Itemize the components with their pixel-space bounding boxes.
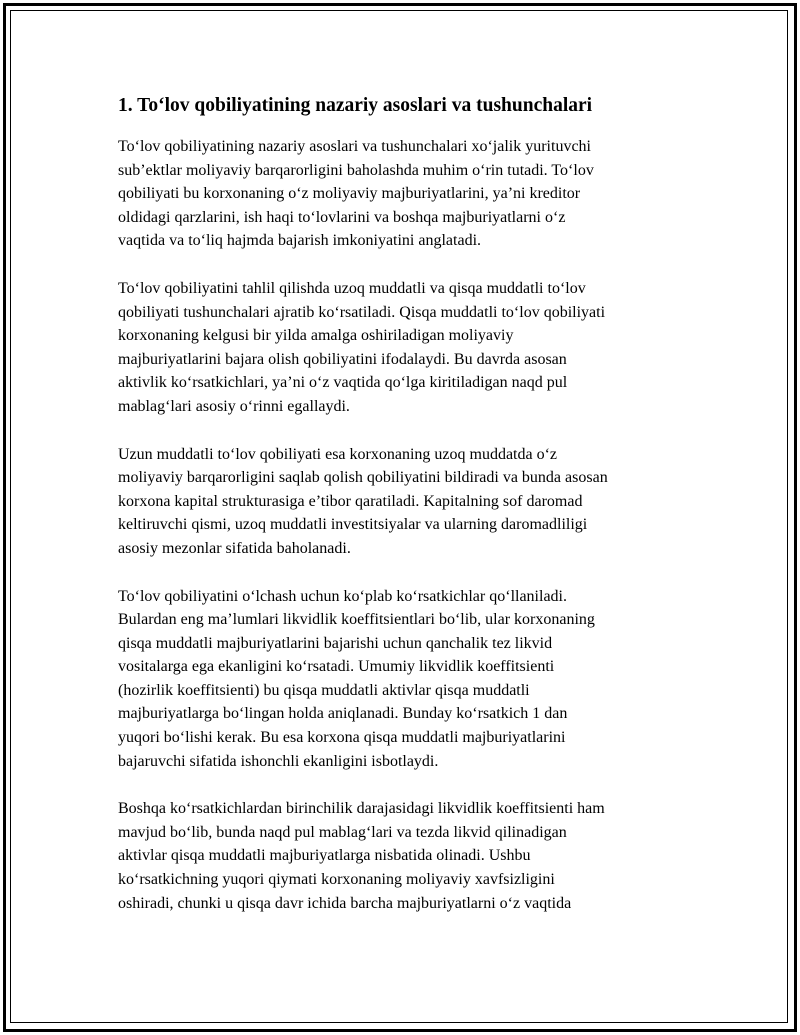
paragraph-4: To‘lov qobiliyatini o‘lchash uchun ko‘plab ko‘rsatkichlar qo‘llaniladi. Bulardan eng ma’lumlari likvidlik koeffitsientlari bo‘lib, ular korxonaning qisqa muddatli majburiyatlarini bajarishi uchun qanchalik tez likvid vositalarga ega ekanligini ko‘rsatadi. Umumiy likvidlik koeffitsienti (hozirlik koeffitsienti) bu qisqa muddatli aktivlar qisqa muddatli majburiyatlarga bo‘lingan holda aniqlanadi. Bunday ko‘rsatkich 1 dan yuqori bo‘lishi kerak. Bu esa korxona qisqa muddatli majburiyatlarini bajaruvchi sifatida ishonchli ekanligini isbotlaydi. [118,587,595,770]
document-body [118,92,686,939]
paragraph-2: To‘lov qobiliyatini tahlil qilishda uzoq muddatli va qisqa muddatli to‘lov qobiliyati tushunchalari ajratib ko‘rsatiladi. Qisqa muddatli to‘lov qobiliyati korxonaning kelgusi bir yilda amalga oshiriladigan moliyaviy majburiyatlarini bajara olish qobiliyatini ifodalaydi. Bu davrda asosan aktivlik ko‘rsatkichlari, ya’ni o‘z vaqtida qo‘lga kiritiladigan naqd pul mablag‘lari asosiy o‘rinni egallaydi. [118,279,606,415]
paragraph-3: Uzun muddatli to‘lov qobiliyati esa korxonaning uzoq muddatda o‘z moliyaviy barqarorligini saqlab qolish qobiliyatini bildiradi va bunda asosan korxona kapital strukturasiga e’tibor qaratiladi. Kapitalning sof daromad keltiruvchi qismi, uzoq muddatli investitsiyalar va ularning daromadliligi asosiy mezonlar sifatida baholanadi. [118,445,608,557]
paragraph-5: Boshqa ko‘rsatkichlardan birinchilik darajasidagi likvidlik koeffitsienti ham mavjud bo‘lib, bunda naqd pul mablag‘lari va tezda likvid qilinadigan aktivlar qisqa muddatli majburiyatlarga nisbatida olinadi. Ushbu ko‘rsatkichning yuqori qiymati korxonaning moliyaviy xavfsizligini oshiradi, chunki u qisqa davr ichida barcha majburiyatlarni o‘z vaqtida [118,800,605,912]
paragraph-1: To‘lov qobiliyatining nazariy asoslari va tushunchalari xo‘jalik yurituvchi sub’ektlar moliyaviy barqarorligini baholashda muhim o‘rin tutadi. To‘lov qobiliyati bu korxonaning o‘z moliyaviy majburiyatlarini, ya’ni kreditor oldidagi qarzlarini, ish haqi to‘lovlarini va boshqa majburiyatlarni o‘z vaqtida va to‘liq hajmda bajarish imkoniyatini anglatadi. [118,138,594,250]
section-heading: 1. To‘lov qobiliyatining nazariy asoslari va tushunchalari [118,95,593,116]
